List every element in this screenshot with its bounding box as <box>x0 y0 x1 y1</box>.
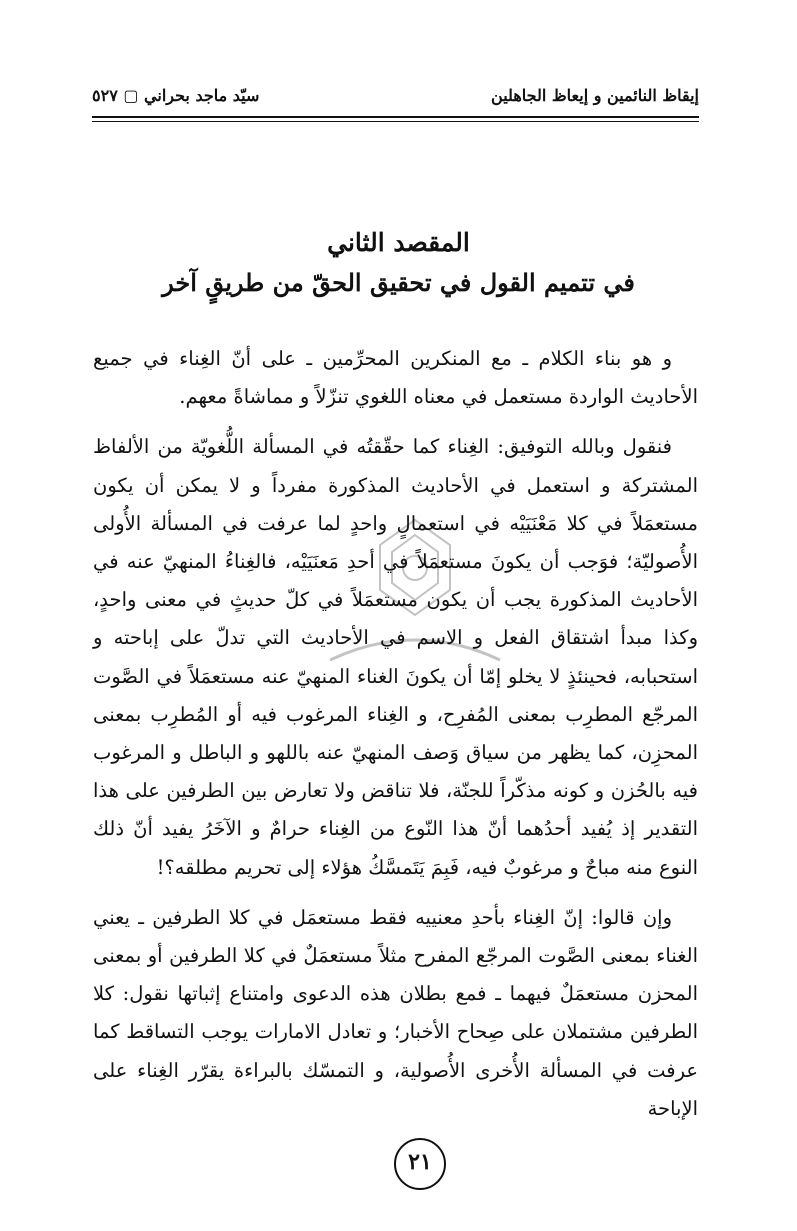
section-subtitle: في تتميم القول في تحقيق الحقّ من طريقٍ آخر <box>162 268 635 297</box>
header-rule-thin <box>92 121 699 122</box>
page-number-badge <box>394 1138 446 1190</box>
paragraph-2: فنقول وبالله التوفيق: الغِناء كما حقّقتُه في المسألة اللُّغويّة من الألفاظ المشتركة و استعمل في الأحاديث المذكورة مفرداً و لا يمكن أن يكون مستعمَلاً في كلا مَعْنَيَيْه في استعمالٍ واحدٍ لما عرفت في المسألة الأُولى الأُصوليّة؛ فوَجب أن يكونَ مستعمَلاً في أحدِ مَعنَيَيْه، فالغِناءُ المنهيّ عنه في الأحاديث المذكورة يجب أن يكون مستعمَلاً في كلّ حديثٍ في معنى واحدٍ، وكذا مبدأ اشتقاق الفعل و الاسم في الأحاديث التي تدلّ على إباحته و استحبابه، فحينئذٍ لا يخلو إمّا أن يكونَ الغناء المنهيّ عنه مستعمَلاً في الصَّوت المرجّع المطرِب بمعنى المُفرِح، و الغِناء المرغوب فيه أو المُطرِب بمعنى المحزِن، كما يظهر من سياق وَصف المنهيّ عنه باللهو و الباطل و المرغوب فيه بالحُزن و كونه مذكّراً للجنّة، فلا تناقض ولا تعارض بين الطرفين على هذا التقدير إذ يُفيد أحدُهما أنّ هذا النّوع من الغِناء حرامٌ و الآخَرُ يفيد أنّ ذلك النوع منه مباحٌ و مرغوبٌ فيه، فَبِمَ يَتَمسَّكُ هؤلاء إلى تحريم مطلقه؟! <box>93 435 698 879</box>
header-rule <box>92 116 699 118</box>
body-text <box>93 340 698 1140</box>
page-number: ٢١ <box>408 1149 432 1175</box>
section-title: المقصد الثاني <box>327 228 470 257</box>
book-title: إيقاظ النائمين و إيعاظ الجاهلين <box>491 86 699 105</box>
paragraph-1: و هو بناء الكلام ـ مع المنكرين المحرِّمين ـ على أنّ الغِناء في جميع الأحاديث الواردة مستعمل في معناه اللغوي تنزّلاً و مماشاةً معهم. <box>93 347 698 409</box>
author-and-page: سيّد ماجد بحراني ▢ ٥٢٧ <box>92 86 260 105</box>
paragraph-3: وإن قالوا: إنّ الغِناء بأحدِ معنييه فقط مستعمَل في كلا الطرفين ـ يعني الغناء بمعنى الصَّوت المرجّع المفرح مثلاً مستعمَلٌ في كلا الطرفين أو بمعنى المحزن مستعمَلٌ فيهما ـ فمع بطلان هذه الدعوى وامتناع إثباتها نقول: كلا الطرفين مشتملان على صِحاح الأخبار؛ و تعادل الامارات يوجب التساقط كما عرفت في المسألة الأُخرى الأُصولية، و التمسّك بالبراءة يقرّر الغِناء على الإباحة <box>93 905 698 1120</box>
running-header <box>92 80 699 114</box>
